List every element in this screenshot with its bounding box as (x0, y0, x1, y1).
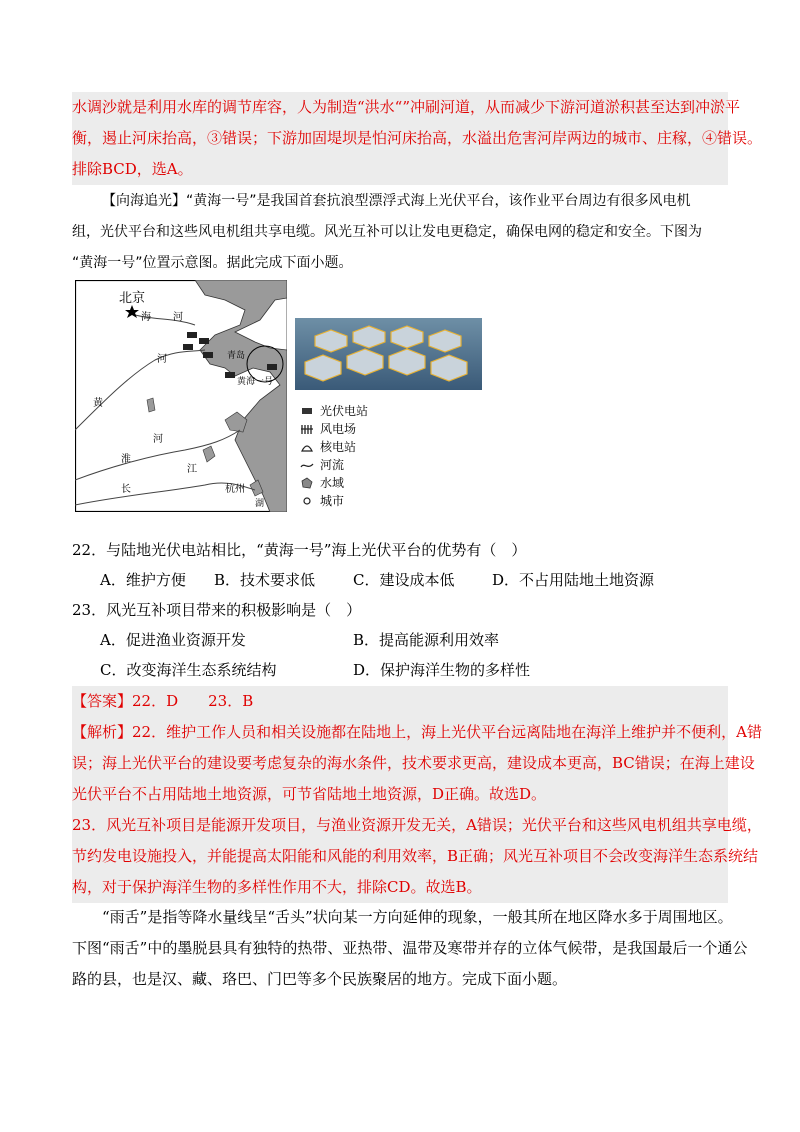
question-23-stem: 23．风光互补项目带来的积极影响是（ ） (72, 601, 362, 619)
text-line: 节约发电设施投入，并能提高太阳能和风能的利用效率，B正确；风光互补项目不会改变海洋生态系统结 (72, 847, 759, 865)
analysis-text: 22．维护工作人员和相关设施都在陆地上，海上光伏平台远离陆地在海洋上维护并不便利，A错 (132, 723, 762, 741)
legend-item: 风电场 (300, 420, 420, 438)
map-label: 黄 (93, 398, 103, 409)
water-area-icon (300, 476, 314, 490)
map-legend (300, 402, 420, 510)
text-line: 组，光伏平台和这些风电机组共享电缆。风光互补可以让发电更稳定，确保电网的稳定和安全。下图为 (72, 224, 702, 240)
text-line: 误；海上光伏平台的建设要考虑复杂的海水条件，技术要求更高，建设成本更高，BC错误；在海上建设 (72, 754, 755, 772)
platform-photo (295, 318, 482, 390)
map-label: 北京 (119, 291, 146, 306)
text-line: 【向海追光】“黄海一号”是我国首套抗浪型漂浮式海上光伏平台，该作业平台周边有很多风电机 (102, 193, 691, 209)
text-line: 下图“雨舌”中的墨脱县具有独特的热带、亚热带、温带及寒带并存的立体气候带，是我国最后一个通公 (72, 939, 748, 957)
map-label: 江 (187, 464, 197, 475)
legend-item: 光伏电站 (300, 402, 420, 420)
answer-label: 【答案】 (72, 692, 133, 710)
q23-option-b[interactable]: B．提高能源利用效率 (353, 631, 500, 649)
analysis-label: 【解析】 (72, 723, 133, 741)
legend-item: 核电站 (300, 438, 420, 456)
map-label: 海 (141, 312, 151, 323)
passage (72, 186, 728, 279)
text-line: “黄海一号”位置示意图。据此完成下面小题。 (72, 255, 353, 271)
q23-option-c[interactable]: C．改变海洋生态系统结构 (100, 661, 277, 679)
analysis-line (72, 717, 762, 748)
text-line: 光伏平台不占用陆地土地资源，可节省陆地土地资源，D正确。故选D。 (72, 785, 547, 803)
text-line: “雨舌”是指等降水量线呈“舌头”状向某一方向延伸的现象，一般其所在地区降水多于周围地区。 (102, 908, 733, 926)
answer-analysis-block (72, 686, 762, 903)
legend-item: 水域 (300, 474, 420, 492)
river-icon (300, 458, 314, 472)
map-label: 黄海一号 (237, 377, 274, 387)
solar-station-icon (300, 404, 314, 418)
map-label: 湖 (255, 499, 265, 509)
text-line: 23．风光互补项目是能源开发项目，与渔业资源开发无关，A错误；光伏平台和这些风电机组共享电缆， (72, 816, 762, 834)
previous-analysis-block (72, 92, 763, 185)
text-line: 排除BCD，选A。 (72, 160, 193, 178)
text-line: 水调沙就是利用水库的调节库容，人为制造“洪水“”冲刷河道，从而减少下游河道淤积甚至达到冲淤平 (72, 98, 741, 116)
wind-farm-icon (300, 422, 314, 436)
answer-line (72, 686, 728, 717)
q23-option-d[interactable]: D．保护海洋生物的多样性 (353, 661, 531, 679)
map-label: 河 (157, 354, 167, 365)
location-map (75, 280, 287, 512)
map-label: 长 (121, 484, 131, 495)
next-passage (72, 902, 748, 995)
legend-item: 河流 (300, 456, 420, 474)
text-line: 衡，遏止河床抬高，③错误；下游加固堤坝是怕河床抬高，水溢出危害河岸两边的城市、庄稼，④错误。 (72, 129, 763, 147)
map-label: 青岛 (227, 351, 246, 361)
text-line: 构，对于保护海洋生物的多样性作用不大，排除CD。故选B。 (72, 878, 482, 896)
map-label: 河 (173, 312, 183, 323)
nuclear-plant-icon (300, 440, 314, 454)
map-label: 淮 (121, 454, 131, 465)
map-label: 杭州 (225, 484, 245, 495)
answer-text: 22．D 23．B (132, 692, 254, 710)
city-icon (300, 494, 314, 508)
map-label: 河 (153, 434, 163, 445)
q22-option-d[interactable]: D．不占用陆地土地资源 (492, 571, 655, 589)
legend-item: 城市 (300, 492, 420, 510)
question-22-stem: 22．与陆地光伏电站相比，“黄海一号”海上光伏平台的优势有（ ） (72, 541, 527, 559)
text-line: 路的县，也是汉、藏、珞巴、门巴等多个民族聚居的地方。完成下面小题。 (72, 970, 568, 988)
q23-option-a[interactable]: A．促进渔业资源开发 (100, 631, 246, 649)
q22-option-b[interactable]: B．技术要求低 (214, 571, 316, 589)
q22-option-a[interactable]: A．维护方便 (100, 571, 186, 589)
q22-option-c[interactable]: C．建设成本低 (353, 571, 455, 589)
